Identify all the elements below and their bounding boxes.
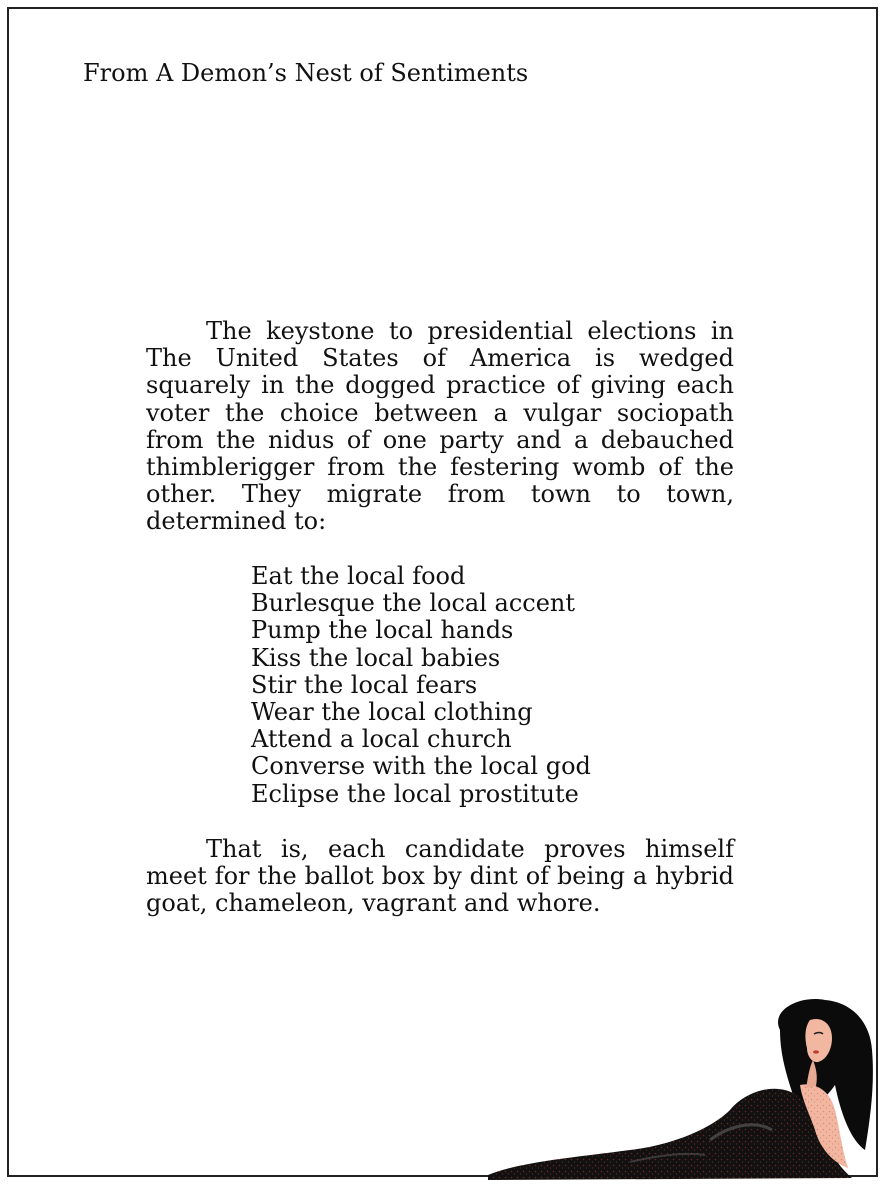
list-item: Burlesque the local accent [251, 589, 576, 618]
list-item: Kiss the local babies [251, 643, 501, 672]
reclining-woman-illustration [480, 990, 880, 1180]
list-item: Converse with the local god [251, 752, 591, 781]
list-of-actions [251, 563, 591, 808]
list-item: Wear the local clothing [251, 698, 533, 727]
page-title: From A Demon’s Nest of Sentiments [83, 59, 529, 87]
paragraph-1: The keystone to presidential elections in The United States of America is wedged squarely in the dogged practice of giving each voter the choice between a vulgar sociopath from the nidus of one party and a debauched thimblerigger from the festering womb of the other. They migrate from town to town, determined to: [146, 317, 734, 536]
list-item: Attend a local church [251, 725, 512, 754]
list-item: Eat the local food [251, 562, 466, 590]
list-item: Stir the local fears [251, 670, 478, 699]
list-item: Eclipse the local prostitute [251, 779, 579, 808]
paragraph-2: That is, each candidate proves himself meet for the ballot box by dint of being a hybrid goat, chameleon, vagrant and whore. [146, 835, 734, 918]
list-item: Pump the local hands [251, 616, 514, 645]
